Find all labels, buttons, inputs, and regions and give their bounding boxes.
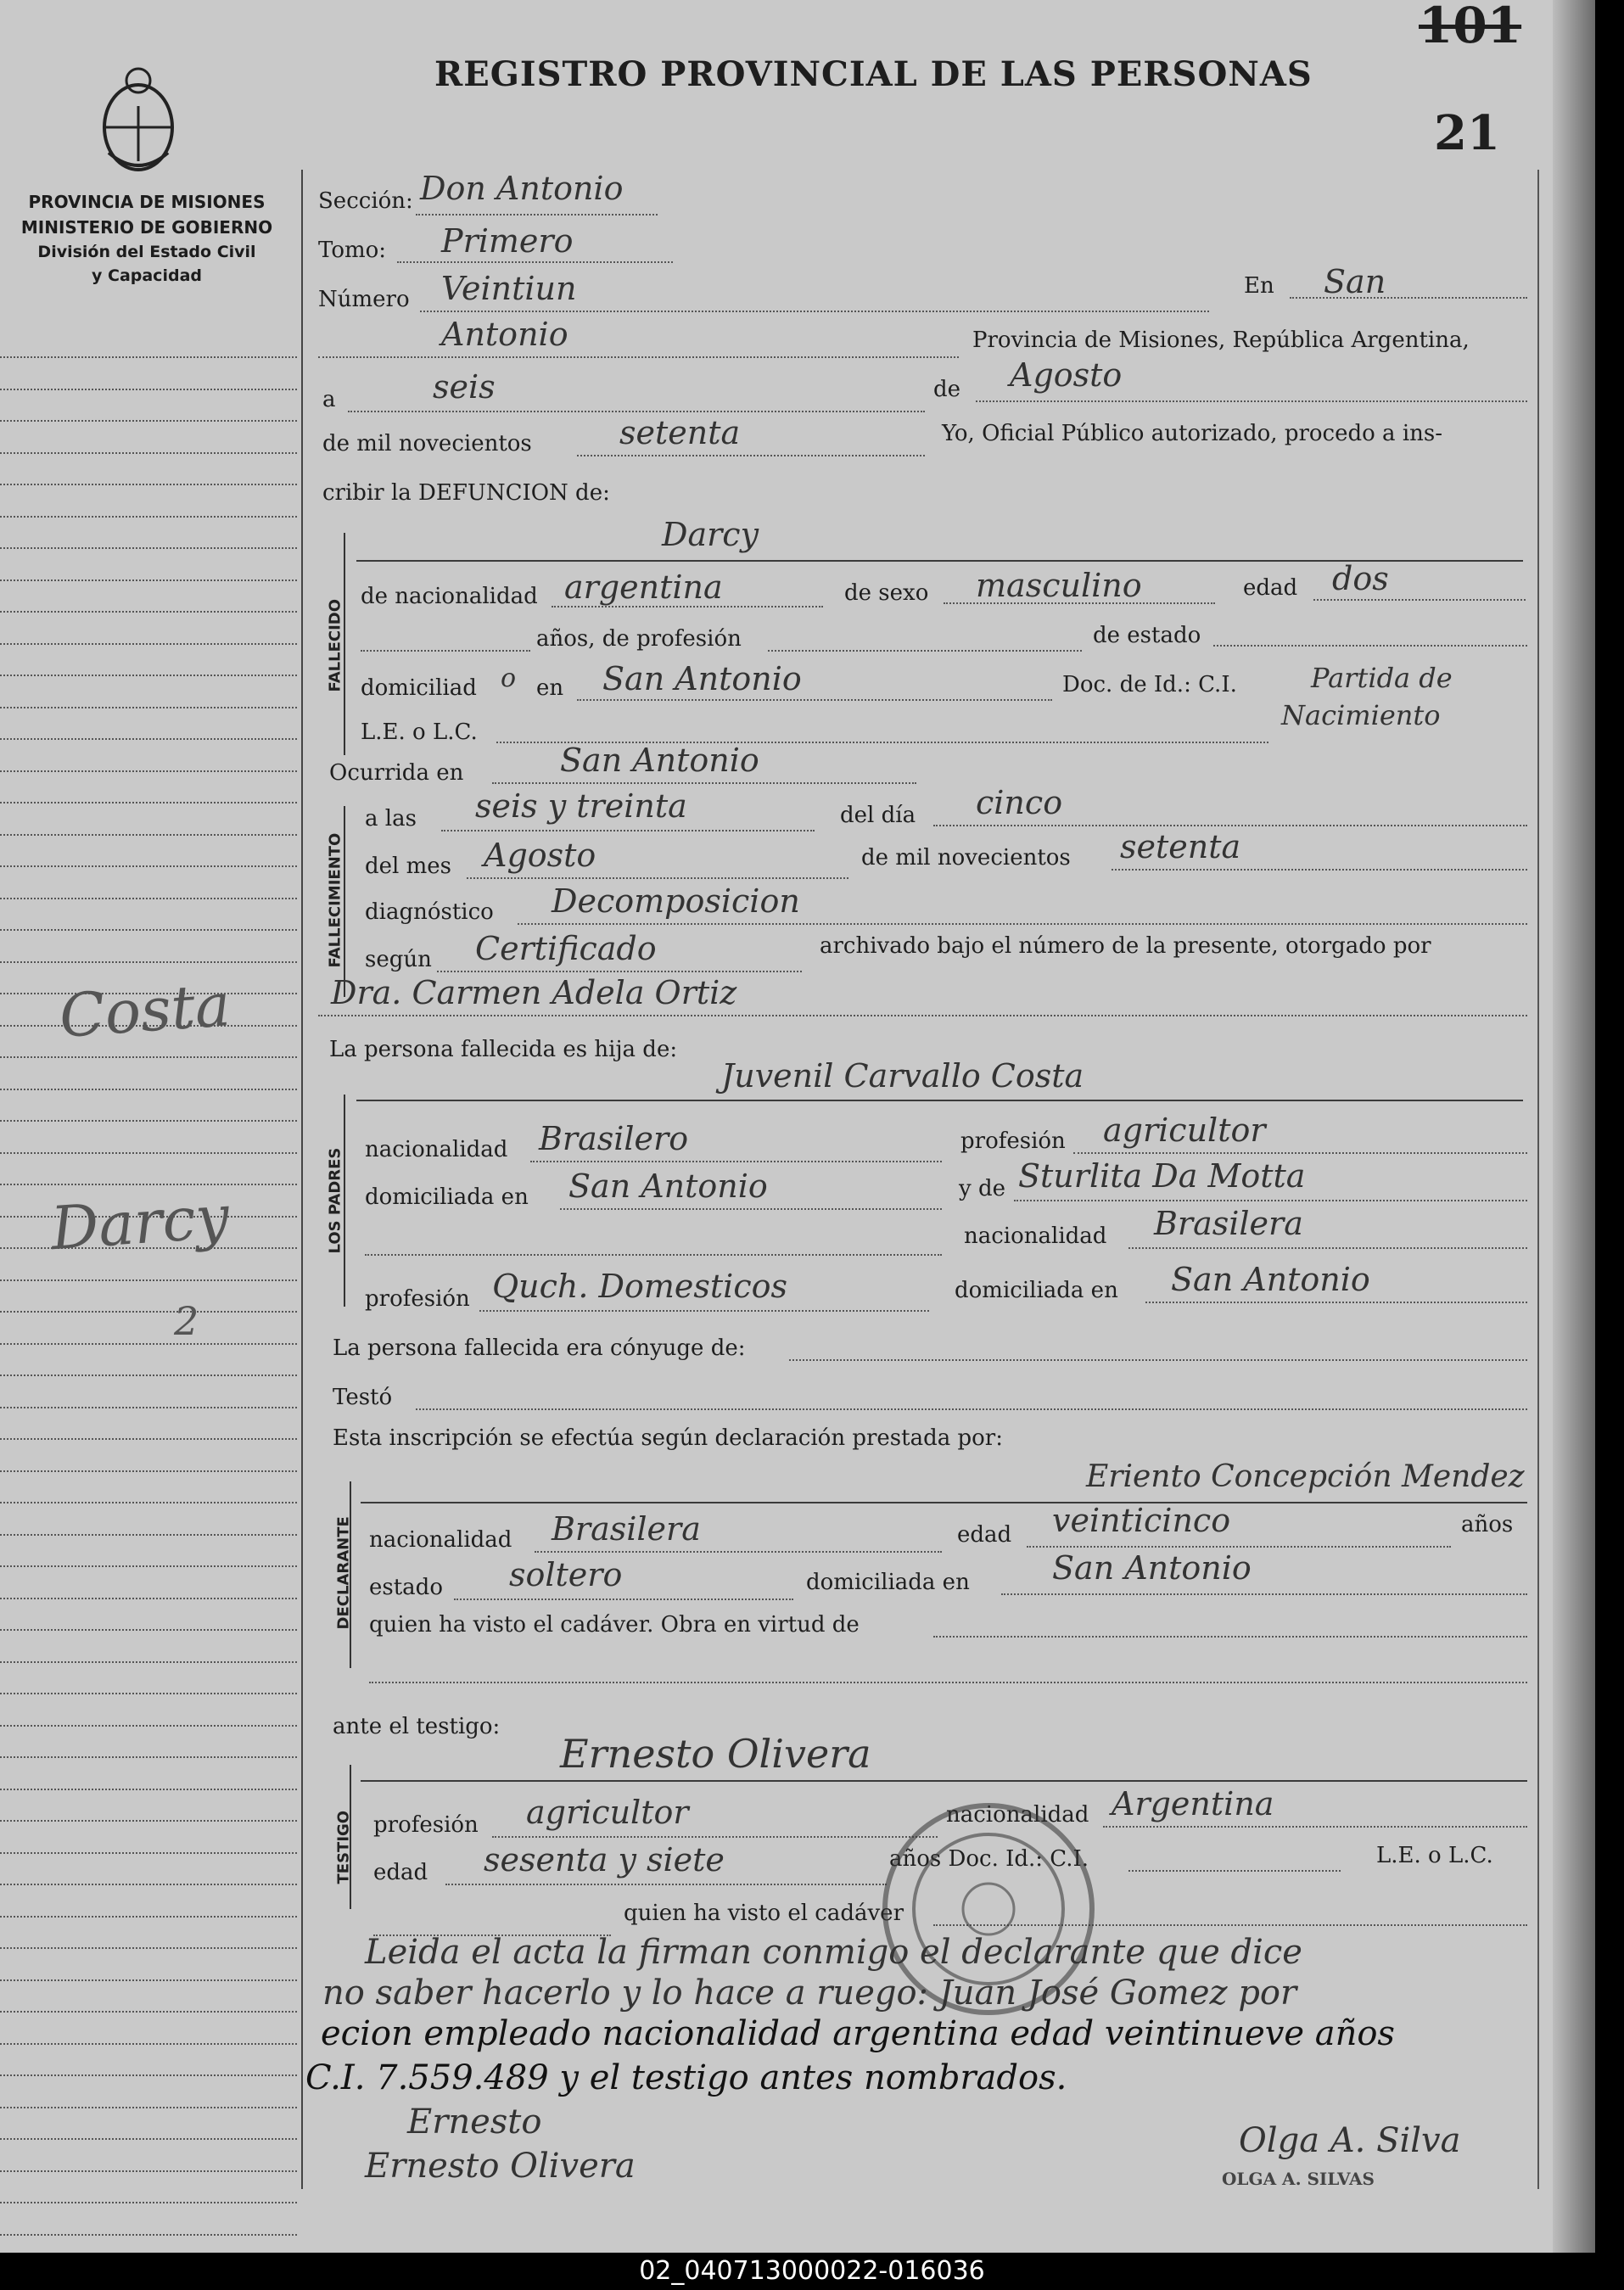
line-de-mil (577, 455, 925, 456)
line-a-las (441, 830, 815, 831)
value-a-las: seis y treinta (475, 787, 687, 825)
line-diagnostico (518, 923, 1527, 925)
label-de-mil: de mil novecientos (322, 431, 532, 456)
value-padre-profesion: agricultor (1103, 1111, 1266, 1149)
line-decl-visto (933, 1636, 1527, 1638)
line-madre-nacionalidad (1128, 1247, 1527, 1249)
value-tomo: Primero (441, 222, 574, 260)
label-conyuge: La persona fallecida era cónyuge de: (333, 1335, 746, 1361)
margin-ruled-line (0, 1375, 297, 1376)
line-declarante (361, 1502, 1527, 1503)
label-de-nacionalidad: de nacionalidad (361, 584, 538, 609)
label-tomo: Tomo: (318, 238, 387, 263)
book-edge-shadow (1553, 0, 1595, 2253)
label-test-nacionalidad: nacionalidad (946, 1802, 1089, 1828)
label-anios-profesion: años, de profesión (536, 626, 742, 652)
label-a: a (322, 387, 336, 412)
line-decl-edad (1027, 1546, 1451, 1548)
margin-ruled-line (0, 802, 297, 803)
bracket-padres (344, 1095, 354, 1307)
value-en: San (1324, 263, 1386, 300)
label-decl-edad: edad (957, 1522, 1012, 1548)
line-seccion (416, 214, 658, 216)
value-decl-domicilio: San Antonio (1052, 1549, 1252, 1587)
line-testo (416, 1408, 1527, 1410)
margin-ruled-line (0, 389, 297, 390)
margin-ruled-line (0, 1343, 297, 1345)
label-a-las: a las (365, 806, 417, 831)
value-decl-edad: veinticinco (1052, 1502, 1231, 1539)
value-fallecido-nombre: Darcy (662, 516, 759, 553)
margin-ruled-line (0, 834, 297, 836)
line-profesion (768, 650, 1082, 652)
label-test-profesion: profesión (373, 1812, 479, 1838)
line-decl-estado (454, 1599, 793, 1600)
margin-ruled-line (0, 579, 297, 581)
line-padre (356, 1100, 1523, 1101)
margin-ruled-line (0, 865, 297, 867)
note-line-4: C.I. 7.559.489 y el testigo antes nombrados. (305, 2058, 1067, 2097)
label-decl-anios: años (1461, 1512, 1514, 1537)
margin-ruled-line (0, 770, 297, 772)
label-padre-nacionalidad: nacionalidad (365, 1137, 508, 1162)
margin-ruled-line (0, 2043, 297, 2045)
margin-ruled-line (0, 1756, 297, 1758)
margin-ruled-line (0, 929, 297, 931)
line-edad (1313, 599, 1526, 601)
label-numero: Número (318, 287, 410, 312)
label-archivado: archivado bajo el número de la presente, otorgado por (820, 933, 1431, 959)
line-conyuge (789, 1359, 1527, 1361)
line-en-cont (318, 356, 959, 358)
margin-ruled-line (0, 1979, 297, 1981)
label-decl-visto: quien ha visto el cadáver. Obra en virtud de (369, 1612, 860, 1638)
margin-ruled-line (0, 1502, 297, 1503)
margin-ruled-line (0, 1184, 297, 1185)
page-stamp: 101 (1419, 0, 1522, 54)
label-segun: según (365, 947, 432, 972)
line-ocurrida-en (492, 782, 916, 784)
signature-2: Ernesto Olivera (365, 2147, 636, 2186)
label-madre-nacionalidad: nacionalidad (964, 1223, 1107, 1249)
margin-ruled-line (0, 1725, 297, 1727)
note-line-3: ecion empleado nacionalidad argentina edad veintinueve años (321, 2014, 1395, 2053)
label-domiciliado: domiciliad (361, 675, 477, 701)
margin-ruled-line (0, 484, 297, 485)
line-test-ci (1128, 1870, 1341, 1872)
label-provincia: Provincia de Misiones, República Argentina, (972, 328, 1470, 353)
side-label-testigo: TESTIGO (334, 1810, 353, 1884)
label-decl-domicilio: domiciliada en (806, 1570, 970, 1595)
label-madre-domicilio: domiciliada en (955, 1278, 1118, 1303)
margin-ruled-line (0, 611, 297, 613)
label-test-anios: años Doc. Id.: C.I. (889, 1846, 1089, 1872)
value-sexo: masculino (976, 567, 1142, 604)
line-de-mil2 (1112, 869, 1527, 871)
line-a (348, 411, 925, 412)
line-test-profesion (492, 1836, 938, 1838)
value-doc: Partida de (1311, 662, 1453, 694)
margin-ruled-line (0, 2107, 297, 2108)
line-segun (437, 971, 802, 972)
label-madre-profesion: profesión (365, 1286, 470, 1312)
line-madre-extra (365, 1254, 942, 1256)
margin-ruled-line (0, 356, 297, 358)
margin-surname: Costa (57, 970, 233, 1051)
margin-ruled-line (0, 1565, 297, 1567)
margin-ruled-line (0, 1789, 297, 1790)
value-test-nacionalidad: Argentina (1112, 1785, 1274, 1822)
value-ocurrida-en: San Antonio (560, 742, 759, 779)
margin-ruled-line (0, 1407, 297, 1408)
margin-ruled-line (0, 1470, 297, 1472)
margin-given-name: Darcy (48, 1181, 232, 1264)
label-test-le-lc: L.E. o L.C. (1376, 1843, 1493, 1868)
margin-ruled-line (0, 898, 297, 899)
margin-ruled-line (0, 1056, 297, 1058)
value-madre: Sturlita Da Motta (1018, 1157, 1306, 1195)
line-domicilio (577, 699, 1052, 701)
margin-ruled-line (0, 2234, 297, 2236)
value-domicilio-o: o (501, 663, 517, 693)
label-le-lc: L.E. o L.C. (361, 719, 478, 745)
value-doc-cont: Nacimiento (1281, 699, 1441, 731)
value-edad: dos (1332, 560, 1389, 597)
value-testigo: Ernesto Olivera (560, 1731, 871, 1777)
label-del-dia: del día (840, 803, 916, 828)
margin-ruled-line (0, 1661, 297, 1663)
value-madre-domicilio: San Antonio (1171, 1261, 1370, 1298)
value-domicilio: San Antonio (602, 660, 802, 697)
margin-ruled-line (0, 2074, 297, 2076)
line-de (976, 400, 1527, 402)
margin-ruled-line (0, 420, 297, 422)
label-padre-profesion: profesión (960, 1128, 1066, 1154)
margin-ruled-line (0, 1089, 297, 1090)
margin-ruled-line (0, 738, 297, 740)
line-del-mes (467, 877, 848, 879)
margin-ruled-line (0, 961, 297, 963)
margin-ruled-line (0, 1598, 297, 1599)
margin-ruled-line (0, 1852, 297, 1854)
line-madre-domicilio (1145, 1302, 1527, 1303)
label-decl-estado: estado (369, 1575, 443, 1600)
note-line-2: no saber hacerlo y lo hace a ruego: Juan José Gomez por (322, 1974, 1297, 2013)
side-label-padres: LOS PADRES (326, 1147, 344, 1254)
document-title: REGISTRO PROVINCIAL DE LAS PERSONAS (434, 54, 1313, 94)
value-padre-domicilio: San Antonio (568, 1167, 768, 1205)
line-otorgado-por (318, 1015, 1527, 1016)
label-test-edad: edad (373, 1860, 428, 1885)
side-label-declarante: DECLARANTE (334, 1516, 353, 1630)
value-decl-estado: soltero (509, 1556, 623, 1593)
label-padre-domicilio: domiciliada en (365, 1184, 529, 1210)
label-yo-oficial: Yo, Oficial Público autorizado, procedo a ins- (942, 421, 1443, 446)
label-de-estado: de estado (1093, 623, 1201, 648)
label-diagnostico: diagnóstico (365, 899, 494, 925)
value-diagnostico: Decomposicion (552, 882, 800, 920)
margin-ruled-line (0, 1916, 297, 1918)
image-filename: 02_040713000022-016036 (0, 2253, 1624, 2290)
margin-ruled-line (0, 1120, 297, 1122)
line-anios (361, 650, 530, 652)
bracket-fallecido (344, 533, 354, 755)
line-tomo (397, 261, 673, 263)
margin-ruled-line (0, 1438, 297, 1440)
value-test-edad: sesenta y siete (484, 1841, 725, 1878)
label-decl-nacionalidad: nacionalidad (369, 1527, 512, 1553)
line-decl-extra (369, 1682, 1527, 1683)
signature-3-stamp: OLGA A. SILVAS (1222, 2169, 1375, 2189)
margin-ruled-line (0, 1693, 297, 1694)
line-padre-profesion (1073, 1152, 1527, 1154)
margin-ruled-line (0, 1152, 297, 1154)
margin-ruled-line (0, 1534, 297, 1536)
label-de: de (933, 377, 961, 402)
bracket-fallecimiento (344, 806, 354, 997)
line-decl-domicilio (1001, 1593, 1527, 1595)
label-en: En (1244, 273, 1274, 299)
value-padre: Juvenil Carvallo Costa (721, 1057, 1084, 1095)
label-test-visto: quien ha visto el cadáver (624, 1901, 904, 1926)
margin-ruled-line (0, 707, 297, 708)
label-testo: Testó (333, 1385, 393, 1410)
label-doc-id: Doc. de Id.: C.I. (1062, 672, 1237, 697)
label-cribir: cribir la DEFUNCION de: (322, 480, 610, 506)
margin-ruled-line (0, 643, 297, 645)
margin-mark: 2 (174, 1298, 199, 1344)
margin-ruled-line (0, 1279, 297, 1281)
margin-ruled-line (0, 1629, 297, 1631)
margin-ruled-line (0, 1820, 297, 1822)
value-madre-profesion: Quch. Domesticos (492, 1268, 787, 1305)
line-de-nacionalidad (552, 606, 823, 607)
value-madre-nacionalidad: Brasilera (1154, 1205, 1303, 1242)
line-madre-profesion (479, 1310, 929, 1312)
value-decl-nacionalidad: Brasilera (552, 1510, 701, 1548)
line-decl-nacionalidad (535, 1551, 942, 1553)
label-hija-de: La persona fallecida es hija de: (329, 1037, 678, 1062)
line-padre-nacionalidad (530, 1161, 942, 1162)
line-testigo (361, 1780, 1527, 1782)
line-numero (420, 311, 1209, 312)
value-en-cont: Antonio (441, 316, 568, 353)
label-seccion: Sección: (318, 188, 413, 214)
line-padre-domicilio (560, 1208, 942, 1210)
value-padre-nacionalidad: Brasilero (539, 1120, 689, 1157)
value-nacionalidad: argentina (564, 568, 723, 606)
signature-3: Olga A. Silva (1239, 2121, 1461, 2160)
value-otorgado-por: Dra. Carmen Adela Ortiz (331, 974, 737, 1011)
province-heading: PROVINCIA DE MISIONES MINISTERIO DE GOBIERNO División del Estado Civil y Capacidad (20, 192, 273, 285)
value-declarante: Eriento Concepción Mendez (1086, 1459, 1525, 1494)
value-numero: Veintiun (441, 270, 577, 307)
value-segun: Certificado (475, 930, 657, 967)
label-de-sexo: de sexo (844, 580, 929, 606)
line-madre (1014, 1200, 1527, 1201)
label-de-mil2: de mil novecientos (861, 845, 1071, 871)
line-de-estado (1213, 645, 1527, 647)
label-edad: edad (1243, 575, 1298, 601)
label-y-de: y de (959, 1176, 1005, 1201)
margin-ruled-line (0, 2202, 297, 2203)
page-number: 21 (1434, 105, 1500, 161)
line-test-nacionalidad (1103, 1826, 1527, 1828)
margin-ruled-line (0, 2138, 297, 2140)
value-del-mes: Agosto (484, 837, 596, 874)
value-de-mes: Agosto (1010, 356, 1123, 394)
label-del-mes: del mes (365, 854, 451, 879)
side-label-fallecido: FALLECIDO (326, 598, 344, 692)
side-label-fallecimiento: FALLECIMIENTO (326, 832, 344, 968)
note-line-1: Leida el acta la firman conmigo el declarante que dice (365, 1933, 1302, 1972)
margin-ruled-line (0, 2011, 297, 2013)
margin-ruled-line (0, 1947, 297, 1949)
margin-ruled-line (0, 1884, 297, 1885)
margin-ruled-line (0, 516, 297, 518)
value-test-profesion: agricultor (526, 1794, 689, 1831)
coat-of-arms-icon (92, 59, 185, 178)
value-de-mil2: setenta (1120, 828, 1241, 865)
margin-ruled-line (0, 452, 297, 454)
label-inscripcion: Esta inscripción se efectúa según declaración prestada por: (333, 1425, 1003, 1451)
label-ante-testigo: ante el testigo: (333, 1714, 501, 1739)
margin-ruled-line (0, 547, 297, 549)
margin-ruled-line (0, 675, 297, 676)
signature-1: Ernesto (407, 2102, 542, 2142)
value-seccion: Don Antonio (420, 170, 624, 207)
value-de-mil: setenta (619, 414, 741, 451)
line-del-dia (933, 825, 1527, 826)
margin-ruled-line (0, 2170, 297, 2172)
label-ocurrida-en: Ocurrida en (329, 760, 464, 786)
label-en2: en (536, 675, 564, 701)
line-test-edad (445, 1884, 887, 1885)
margin-ruled-line (0, 1311, 297, 1313)
value-a: seis (433, 368, 496, 406)
value-del-dia: cinco (976, 784, 1063, 821)
